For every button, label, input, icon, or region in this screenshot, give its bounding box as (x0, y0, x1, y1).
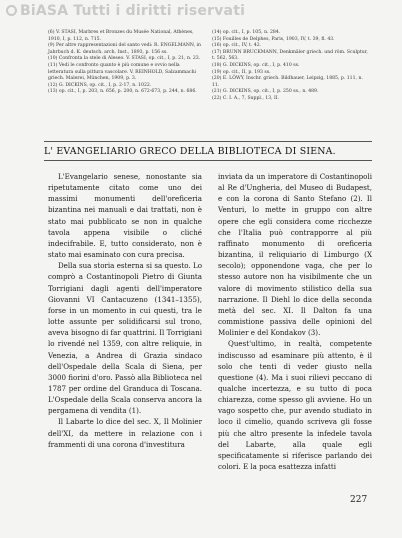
footnote: (12) G. DICKINS, op. cit., I, p. 2-17, n. 1022. (48, 82, 152, 88)
footnotes-right (212, 30, 370, 103)
footnote: (15) Fouilles de Delphes, Paris, 1903, IV, t. 39, fl. 43. (212, 36, 335, 42)
heading-rule-top (44, 141, 372, 142)
footnote: (6) V. STASI, Marbres et Bronzes du Musée National, Athènes, 1910, I, p. 112, n. 715. (48, 30, 194, 42)
footnote: (20) E. LÖWY, Inschr. griech. Bildhauer, Leipzig, 1885, p. 111, n. 11. (212, 76, 363, 88)
footnote: (13) op. cit., I, p. 203, n. 656, p. 200, n. 672-673, p. 244, n. 686. (48, 89, 197, 95)
watermark (6, 3, 245, 19)
paragraph: Della sua storia esterna si sa questo. Lo comprò a Costantinopoli Pietro di Giunta Torrigiani dagli agenti dell'imperatore Giovanni VI Cantacuzeno (1341–1355), forse in un momento in cui questi, tra le lotte assunte per solidificarsi sul trono, aveva bisogno di far quattrini. Il Torrigiani lo rivendé nel 1359, con altre reliquie, in Venezia, a Andrea di Grazia sindaco dell'Ospedale della Scala di Siena, per 3000 fiorini d'oro. Passò alla Biblioteca nel 1787 per ordine del Granduca di Toscana. L'Ospedale della Scala conserva ancora la pergamena di vendita (1). (48, 261, 202, 416)
footnote: (9) Per altre rappresentazioni del santo vedi: R. ENGELMANN, in Jahrbuch d. K. deutsch. arch. Inst., 1893, p. 156 ss. (48, 43, 201, 55)
paragraph: inviata da un imperatore di Costantinopoli al Re d'Ungheria, del Museo di Budapest, e con la corona di Santo Stefano (2). Il Venturi, lo mette in gruppo con altre opere che egli considera come ricchezze che l'Italia può contrapporre al più raffinato monumento di oreficeria bizantina, il reliquiario di Limburgo (X secolo); opponendone vaga, che per lo stesso autore non ha visibilmente che un valore di movimento stilistico della sua narrazione. Il Diehl lo dice della seconda metà del sec. XI. Il Dalton fa una commistione passiva delle opinioni del Molinier e del Kondakov (3). (218, 172, 372, 338)
footnote: (14) op. cit., I, p. 105, n. 284. (212, 30, 281, 35)
body-column-right (218, 171, 372, 472)
paragraph: Il Labarte lo dice del sec. X, Il Molinier dell'XI, da mettere in relazione con i frammenti di una corona d'investitura (48, 417, 202, 449)
body-column-left (48, 171, 202, 450)
footnote: (11) Vedi le confronto quanto è più comune e ovvio nella letteratura sulla pittura vascolare. V. REINHOLD, Salzammachi griech. Malerei, München, 1909, p. 3. (48, 62, 197, 82)
footnote: (10) Confronta la stele di Aleseo. V. STASI, op. cit., I, p. 21, n. 23. (48, 56, 201, 62)
footnotes-left (48, 30, 203, 96)
biasa-logo-icon (6, 5, 17, 16)
heading-rule-bottom (44, 160, 372, 161)
article-heading: L' EVANGELIARIO GRECO DELLA BIBLIOTECA DI SIENA. (44, 146, 336, 157)
footnote: (19) op. cit., II, p. 193 ss. (212, 69, 271, 75)
footnote: (16) op. cit., IV, t. 42. (212, 43, 262, 49)
footnote: (17) BRUNN BRUCKMANN, Denkmäler griech. und röm. Sculptur, t. 562, 563. (212, 49, 368, 62)
footnote: (18) G. DICKINS, op. cit., I, p. 410 ss. (212, 62, 300, 68)
footnote: (22) C. I. A., 7, Suppl., 13, II. (212, 95, 280, 101)
footnote: (21) G. DICKINS, op. cit., I, p. 250 ss., n. 489. (212, 89, 319, 95)
watermark-text: BiASA Tutti i diritti riservati (20, 3, 246, 19)
paragraph: Quest'ultimo, in realtà, competente indiscusso ad esaminare più attento, è il solo che tenti di veder giusto nella questione (4). Ma i suoi rilievi peccano di qualche incertezza, e su tutto di poca chiarezza, come spesso gli avviene. Ho un vago sospetto che, pur avendo studiato in loco il cimelio, quando scriveva gli fosse più che altro presente la infedele tavola del Labarte, alla quale egli specificatamente si riferisce parlando dei colori. E la poca esattezza infatti (218, 339, 372, 472)
paragraph: L'Evangelario senese, nonostante sia ripetutamente citato come uno dei massimi monumenti dell'oreficeria bizantina nei manuali e dai trattati, non è stato mai pubblicato se non in qualche tavola appena visibile o cliché indecifrabile. E, tutto considerato, non è stato mai esaminato con cura precisa. (48, 172, 202, 260)
page-number: 227 (350, 495, 368, 505)
